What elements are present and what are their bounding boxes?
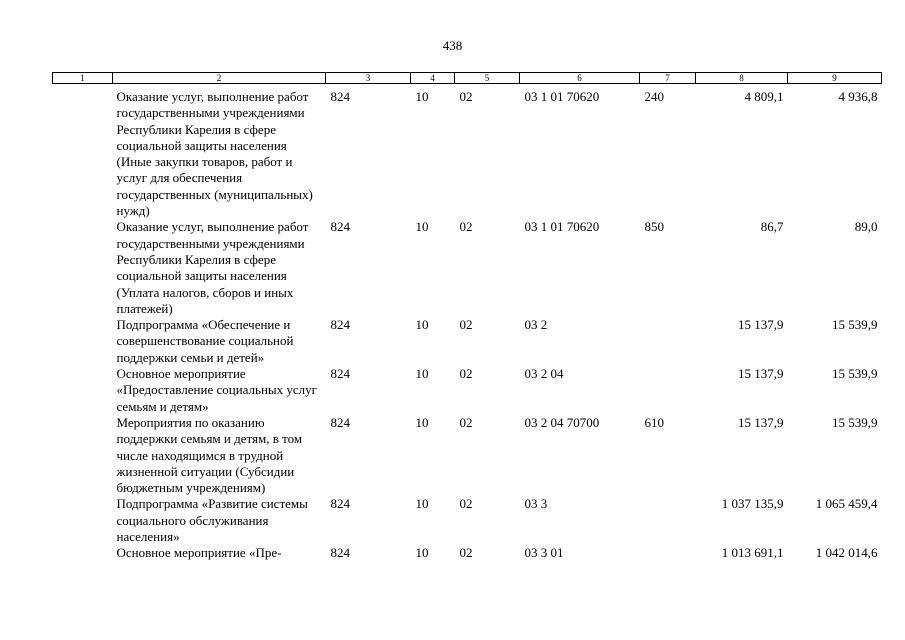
row-subsection: 02	[459, 496, 473, 512]
row-expense-type: 240	[644, 89, 664, 104]
row-value-2: 1 042 014,6	[815, 545, 878, 561]
row-value-2: 1 065 459,4	[815, 496, 878, 512]
row-value-1: 15 137,9	[738, 366, 784, 382]
row-value-1: 4 809,1	[744, 89, 784, 104]
row-section: 10	[415, 317, 429, 333]
table-row	[53, 317, 882, 366]
row-name: Оказание услуг, выполнение работ государственными учреждениями Республики Карелия в сфере социальной защиты населения (Иные закупки товаров, работ и услуг для обеспечения государственных (муниципальных) нужд)	[116, 89, 313, 219]
row-value-2: 4 936,8	[838, 89, 878, 104]
row-ministry: 824	[330, 496, 350, 512]
row-section: 10	[415, 366, 429, 382]
header-cell-1: 1	[53, 73, 113, 84]
row-number	[53, 545, 113, 561]
row-value-2: 89,0	[854, 219, 878, 235]
row-ministry: 824	[330, 414, 350, 430]
row-ministry: 824	[330, 219, 350, 235]
row-value-1: 86,7	[760, 219, 784, 235]
row-ministry: 824	[330, 317, 350, 333]
page-number: 438	[442, 38, 463, 53]
row-expense-type	[640, 317, 696, 366]
header-cell-4: 4	[411, 73, 455, 84]
row-ministry: 824	[330, 366, 350, 382]
row-number	[53, 84, 113, 220]
row-expense-type	[640, 545, 696, 561]
row-name: Мероприятия по оказанию поддержки семьям и детям, в том числе находящимся в трудной жизненной ситуации (Субсидии бюджетным учреждениям)	[116, 414, 303, 496]
row-subsection: 02	[459, 219, 473, 235]
row-number	[53, 496, 113, 545]
row-value-1: 15 137,9	[738, 317, 784, 333]
header-cell-3: 3	[326, 73, 411, 84]
table-row	[53, 545, 882, 561]
table-row	[53, 496, 882, 545]
row-number	[53, 366, 113, 415]
header-row	[53, 73, 882, 84]
row-value-2: 15 539,9	[832, 366, 878, 382]
row-subsection: 02	[459, 89, 473, 104]
row-target: 03 2 04 70700	[524, 414, 600, 430]
row-subsection: 02	[459, 545, 473, 561]
row-target: 03 2	[524, 317, 548, 333]
row-name: Подпрограмма «Развитие системы социального обслуживания населения»	[116, 496, 308, 545]
row-ministry: 824	[330, 545, 350, 561]
row-number	[53, 317, 113, 366]
table-row	[53, 219, 882, 317]
row-section: 10	[415, 545, 429, 561]
row-ministry: 824	[330, 89, 350, 104]
table-row	[53, 415, 882, 496]
row-subsection: 02	[459, 366, 473, 382]
row-target: 03 2 04	[524, 366, 564, 382]
row-section: 10	[415, 414, 429, 430]
row-value-2: 15 539,9	[832, 414, 878, 430]
budget-table	[52, 72, 882, 562]
row-name: Подпрограмма «Обеспечение и совершенствование социальной поддержки семьи и детей»	[116, 317, 294, 365]
row-subsection: 02	[459, 414, 473, 430]
row-subsection: 02	[459, 317, 473, 333]
row-number	[53, 415, 113, 496]
row-value-1: 1 013 691,1	[721, 545, 784, 561]
table-header	[53, 73, 882, 84]
row-name: Основное мероприятие «Предоставление социальных услуг семьям и детям»	[116, 366, 317, 414]
header-cell-6: 6	[520, 73, 640, 84]
row-expense-type	[640, 496, 696, 545]
row-expense-type: 610	[644, 414, 664, 430]
row-name: Оказание услуг, выполнение работ государственными учреждениями Республики Карелия в сфере социальной защиты населения (Уплата налогов, сборов и иных платежей)	[116, 219, 309, 316]
row-target: 03 3	[524, 496, 548, 512]
row-target: 03 1 01 70620	[524, 89, 600, 104]
header-cell-8: 8	[696, 73, 788, 84]
row-section: 10	[415, 219, 429, 235]
table-row	[53, 366, 882, 415]
row-value-1: 1 037 135,9	[721, 496, 784, 512]
row-expense-type: 850	[644, 219, 664, 235]
header-cell-5: 5	[455, 73, 520, 84]
row-section: 10	[415, 496, 429, 512]
row-target: 03 3 01	[524, 545, 564, 561]
row-value-2: 15 539,9	[832, 317, 878, 333]
row-expense-type	[640, 366, 696, 415]
row-number	[53, 219, 113, 317]
row-section: 10	[415, 89, 429, 104]
header-cell-2: 2	[113, 73, 326, 84]
header-cell-7: 7	[640, 73, 696, 84]
row-target: 03 1 01 70620	[524, 219, 600, 235]
row-value-1: 15 137,9	[738, 414, 784, 430]
table-body	[53, 84, 882, 562]
header-cell-9: 9	[788, 73, 882, 84]
table-row	[53, 84, 882, 220]
row-name: Основное мероприятие «Пре-	[116, 545, 282, 561]
